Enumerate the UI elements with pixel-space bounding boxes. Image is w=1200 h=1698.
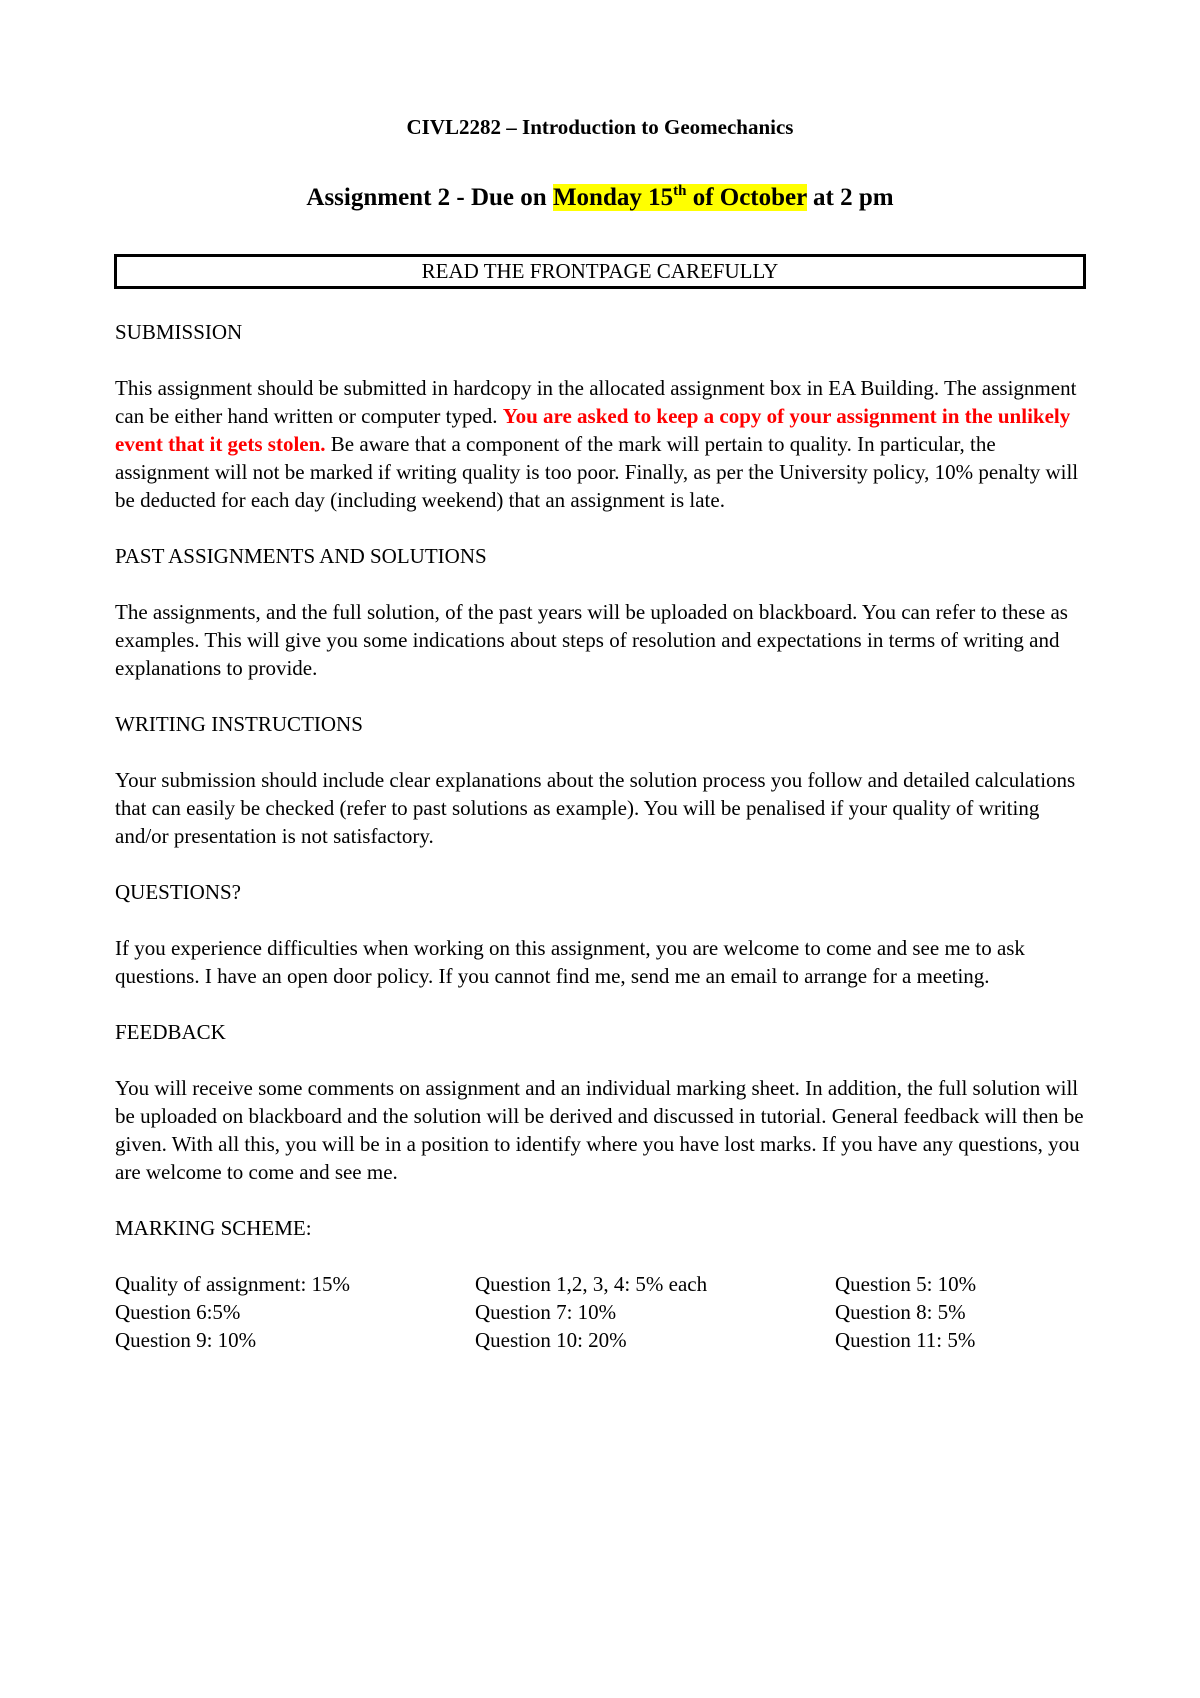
marking-scheme-heading: MARKING SCHEME: <box>115 1216 312 1240</box>
marking-item-q5: Question 5: 10% <box>835 1272 977 1296</box>
past-assignments-text: The assignments, and the full solution, of the past years will be uploaded on blackboard. You can refer to these as examples. This will give you some indications about steps of resolution and expectations in terms of writing and explanations to provide. <box>115 600 1068 680</box>
marking-item-q8: Question 8: 5% <box>835 1300 966 1324</box>
marking-item-quality: Quality of assignment: 15% <box>115 1272 351 1296</box>
writing-instructions-text: Your submission should include clear explanations about the solution process you follow and detailed calculations that can easily be checked (refer to past solutions as example). You will be penalised if your quality of writing and/or presentation is not satisfactory. <box>115 768 1076 848</box>
due-month: of October <box>686 184 807 211</box>
assignment-suffix: at 2 pm <box>806 184 894 211</box>
submission-text-after: Be aware that a component of the mark will pertain to quality. In particular, the assignment will not be marked if writing quality is too poor. Finally, as per the University policy, 10% penalty will be deducted for each day (including weekend) that an assignment is late. <box>115 432 1079 512</box>
course-title: CIVL2282 – Introduction to Geomechanics <box>406 115 794 139</box>
submission-text-before: This assignment should be submitted in hardcopy in the allocated assignment box in EA Building. The assignment can be either hand written or computer typed. <box>115 376 1077 428</box>
due-day: Monday 15 <box>552 184 674 211</box>
submission-text <box>115 374 1095 514</box>
submission-warning: You are asked to keep a copy of your assignment in the unlikely event that it gets stolen. <box>115 404 1071 456</box>
assignment-prefix: Assignment 2 - Due on <box>306 184 553 211</box>
marking-item-q11: Question 11: 5% <box>835 1328 976 1352</box>
past-assignments-heading: PAST ASSIGNMENTS AND SOLUTIONS <box>115 544 487 568</box>
questions-heading: QUESTIONS? <box>115 880 241 904</box>
marking-item-q7: Question 7: 10% <box>475 1300 617 1324</box>
marking-scheme-grid <box>115 1270 1095 1354</box>
feedback-heading: FEEDBACK <box>115 1020 226 1044</box>
submission-heading: SUBMISSION <box>115 320 243 344</box>
document-body <box>115 318 1095 1354</box>
assignment-title <box>0 182 1200 214</box>
writing-instructions-heading: WRITING INSTRUCTIONS <box>115 712 363 736</box>
marking-item-q6: Question 6:5% <box>115 1300 241 1324</box>
feedback-text: You will receive some comments on assignment and an individual marking sheet. In addition, the full solution will be uploaded on blackboard and the solution will be derived and discussed in tutorial. General feedback will then be given. With all this, you will be in a position to identify where you have lost marks. If you have any questions, you are welcome to come and see me. <box>115 1076 1084 1184</box>
questions-text: If you experience difficulties when working on this assignment, you are welcome to come and see me to ask questions. I have an open door policy. If you cannot find me, send me an email to arrange for a meeting. <box>115 936 1025 988</box>
due-date-highlight <box>553 184 807 211</box>
marking-item-q10: Question 10: 20% <box>475 1328 627 1352</box>
notice-box: READ THE FRONTPAGE CAREFULLY <box>114 254 1086 289</box>
marking-item-q9: Question 9: 10% <box>115 1328 257 1352</box>
marking-item-q1-4: Question 1,2, 3, 4: 5% each <box>475 1272 708 1296</box>
due-day-suffix: th <box>673 183 687 199</box>
